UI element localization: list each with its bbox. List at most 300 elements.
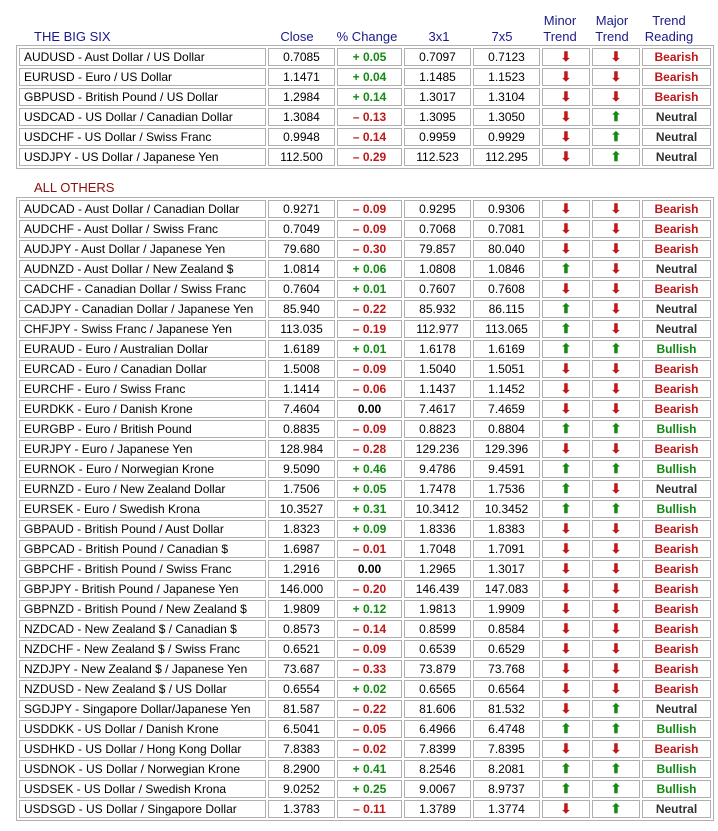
avg-7x5-cell: 0.9929: [473, 128, 540, 146]
down-arrow-icon: ⬇: [560, 109, 572, 124]
pair-name-cell: EURDKK - Euro / Danish Krone: [19, 400, 266, 418]
change-cell: – 0.01: [337, 540, 402, 558]
table-row: [19, 680, 711, 698]
major-trend-cell: [592, 720, 640, 738]
minor-trend-cell: [542, 500, 590, 518]
minor-trend-cell: [542, 540, 590, 558]
major-trend-cell: [592, 300, 640, 318]
avg-3x1-cell: 0.7097: [404, 48, 471, 66]
table-row: [19, 420, 711, 438]
change-cell: + 0.31: [337, 500, 402, 518]
down-arrow-icon: ⬇: [560, 361, 572, 376]
major-trend-cell: [592, 148, 640, 166]
down-arrow-icon: ⬇: [610, 741, 622, 756]
major-trend-cell: [592, 320, 640, 338]
down-arrow-icon: ⬇: [610, 661, 622, 676]
avg-3x1-cell: 8.2546: [404, 760, 471, 778]
down-arrow-icon: ⬇: [560, 441, 572, 456]
down-arrow-icon: ⬇: [610, 681, 622, 696]
header-minor-line2: Trend: [543, 29, 577, 44]
avg-7x5-cell: 6.4748: [473, 720, 540, 738]
avg-7x5-cell: 1.3104: [473, 88, 540, 106]
avg-3x1-cell: 6.4966: [404, 720, 471, 738]
close-cell: 73.687: [268, 660, 335, 678]
minor-trend-cell: [542, 660, 590, 678]
minor-trend-cell: [542, 320, 590, 338]
pair-name-cell: NZDCHF - New Zealand $ / Swiss Franc: [19, 640, 266, 658]
pair-name-cell: AUDNZD - Aust Dollar / New Zealand $: [19, 260, 266, 278]
change-cell: – 0.09: [337, 640, 402, 658]
big-six-table: [16, 45, 714, 169]
down-arrow-icon: ⬇: [560, 741, 572, 756]
pair-name-cell: EURCHF - Euro / Swiss Franc: [19, 380, 266, 398]
close-cell: 112.500: [268, 148, 335, 166]
up-arrow-icon: ⬆: [610, 781, 622, 796]
table-row: [19, 740, 711, 758]
avg-7x5-cell: 1.1523: [473, 68, 540, 86]
down-arrow-icon: ⬇: [610, 301, 622, 316]
close-cell: 0.7604: [268, 280, 335, 298]
avg-3x1-cell: 1.7048: [404, 540, 471, 558]
close-cell: 0.7049: [268, 220, 335, 238]
minor-trend-cell: [542, 440, 590, 458]
avg-3x1-cell: 0.7068: [404, 220, 471, 238]
avg-7x5-cell: 86.115: [473, 300, 540, 318]
trend-reading-cell: Bearish: [642, 620, 711, 638]
down-arrow-icon: ⬇: [560, 221, 572, 236]
major-trend-cell: [592, 88, 640, 106]
down-arrow-icon: ⬇: [560, 49, 572, 64]
minor-trend-cell: [542, 200, 590, 218]
up-arrow-icon: ⬆: [560, 461, 572, 476]
avg-3x1-cell: 9.4786: [404, 460, 471, 478]
pair-name-cell: GBPCHF - British Pound / Swiss Franc: [19, 560, 266, 578]
table-row: [19, 148, 711, 166]
up-arrow-icon: ⬆: [560, 421, 572, 436]
pair-name-cell: USDJPY - US Dollar / Japanese Yen: [19, 148, 266, 166]
trend-reading-cell: Neutral: [642, 128, 711, 146]
down-arrow-icon: ⬇: [560, 601, 572, 616]
table-row: [19, 220, 711, 238]
change-cell: – 0.13: [337, 108, 402, 126]
pair-name-cell: EURUSD - Euro / US Dollar: [19, 68, 266, 86]
minor-trend-cell: [542, 68, 590, 86]
minor-trend-cell: [542, 580, 590, 598]
down-arrow-icon: ⬇: [560, 521, 572, 536]
avg-7x5-cell: 112.295: [473, 148, 540, 166]
major-trend-cell: [592, 520, 640, 538]
minor-trend-cell: [542, 240, 590, 258]
header-major-trend: [589, 13, 635, 45]
table-row: [19, 800, 711, 818]
trend-reading-cell: Neutral: [642, 148, 711, 166]
trend-reading-cell: Bearish: [642, 200, 711, 218]
avg-3x1-cell: 1.3789: [404, 800, 471, 818]
trend-reading-cell: Bearish: [642, 400, 711, 418]
major-trend-cell: [592, 400, 640, 418]
minor-trend-cell: [542, 720, 590, 738]
down-arrow-icon: ⬇: [610, 441, 622, 456]
close-cell: 1.1471: [268, 68, 335, 86]
major-trend-cell: [592, 108, 640, 126]
down-arrow-icon: ⬇: [610, 221, 622, 236]
down-arrow-icon: ⬇: [560, 401, 572, 416]
up-arrow-icon: ⬆: [610, 461, 622, 476]
major-trend-cell: [592, 128, 640, 146]
avg-3x1-cell: 112.523: [404, 148, 471, 166]
trend-reading-cell: Bearish: [642, 68, 711, 86]
avg-3x1-cell: 1.7478: [404, 480, 471, 498]
table-row: [19, 280, 711, 298]
trend-reading-cell: Bearish: [642, 600, 711, 618]
minor-trend-cell: [542, 128, 590, 146]
table-row: [19, 340, 711, 358]
trend-reading-cell: Bearish: [642, 640, 711, 658]
change-cell: + 0.06: [337, 260, 402, 278]
minor-trend-cell: [542, 680, 590, 698]
down-arrow-icon: ⬇: [610, 321, 622, 336]
trend-reading-cell: Bearish: [642, 380, 711, 398]
down-arrow-icon: ⬇: [610, 561, 622, 576]
major-trend-cell: [592, 460, 640, 478]
major-trend-cell: [592, 48, 640, 66]
change-cell: + 0.05: [337, 48, 402, 66]
avg-3x1-cell: 1.2965: [404, 560, 471, 578]
table-row: [19, 540, 711, 558]
minor-trend-cell: [542, 260, 590, 278]
change-cell: + 0.05: [337, 480, 402, 498]
trend-reading-cell: Neutral: [642, 320, 711, 338]
avg-7x5-cell: 1.6169: [473, 340, 540, 358]
major-trend-cell: [592, 700, 640, 718]
pair-name-cell: AUDJPY - Aust Dollar / Japanese Yen: [19, 240, 266, 258]
avg-3x1-cell: 1.1437: [404, 380, 471, 398]
minor-trend-cell: [542, 380, 590, 398]
major-trend-cell: [592, 660, 640, 678]
avg-7x5-cell: 0.8804: [473, 420, 540, 438]
close-cell: 1.6987: [268, 540, 335, 558]
major-trend-cell: [592, 780, 640, 798]
table-row: [19, 600, 711, 618]
avg-3x1-cell: 79.857: [404, 240, 471, 258]
avg-7x5-cell: 1.8383: [473, 520, 540, 538]
close-cell: 1.7506: [268, 480, 335, 498]
change-cell: 0.00: [337, 400, 402, 418]
trend-reading-cell: Bullish: [642, 780, 711, 798]
trend-reading-cell: Bullish: [642, 340, 711, 358]
avg-3x1-cell: 85.932: [404, 300, 471, 318]
table-row: [19, 700, 711, 718]
minor-trend-cell: [542, 280, 590, 298]
down-arrow-icon: ⬇: [610, 69, 622, 84]
change-cell: – 0.20: [337, 580, 402, 598]
change-cell: – 0.29: [337, 148, 402, 166]
pair-name-cell: GBPJPY - British Pound / Japanese Yen: [19, 580, 266, 598]
avg-7x5-cell: 1.3017: [473, 560, 540, 578]
minor-trend-cell: [542, 620, 590, 638]
avg-7x5-cell: 0.7608: [473, 280, 540, 298]
close-cell: 1.6189: [268, 340, 335, 358]
down-arrow-icon: ⬇: [560, 149, 572, 164]
close-cell: 81.587: [268, 700, 335, 718]
avg-7x5-cell: 129.396: [473, 440, 540, 458]
table-row: [19, 580, 711, 598]
up-arrow-icon: ⬆: [560, 761, 572, 776]
major-trend-cell: [592, 220, 640, 238]
minor-trend-cell: [542, 220, 590, 238]
avg-3x1-cell: 10.3412: [404, 500, 471, 518]
close-cell: 0.6521: [268, 640, 335, 658]
minor-trend-cell: [542, 460, 590, 478]
up-arrow-icon: ⬆: [610, 501, 622, 516]
close-cell: 1.9809: [268, 600, 335, 618]
pair-name-cell: NZDJPY - New Zealand $ / Japanese Yen: [19, 660, 266, 678]
down-arrow-icon: ⬇: [560, 681, 572, 696]
avg-3x1-cell: 0.8599: [404, 620, 471, 638]
avg-3x1-cell: 1.3017: [404, 88, 471, 106]
down-arrow-icon: ⬇: [560, 381, 572, 396]
trend-reading-cell: Bullish: [642, 500, 711, 518]
pair-name-cell: EURJPY - Euro / Japanese Yen: [19, 440, 266, 458]
avg-3x1-cell: 0.6539: [404, 640, 471, 658]
avg-7x5-cell: 1.7536: [473, 480, 540, 498]
pair-name-cell: AUDCAD - Aust Dollar / Canadian Dollar: [19, 200, 266, 218]
close-cell: 0.8573: [268, 620, 335, 638]
major-trend-cell: [592, 360, 640, 378]
minor-trend-cell: [542, 760, 590, 778]
close-cell: 146.000: [268, 580, 335, 598]
minor-trend-cell: [542, 700, 590, 718]
table-row: [19, 88, 711, 106]
down-arrow-icon: ⬇: [560, 621, 572, 636]
change-cell: + 0.25: [337, 780, 402, 798]
major-trend-cell: [592, 540, 640, 558]
minor-trend-cell: [542, 340, 590, 358]
close-cell: 0.7085: [268, 48, 335, 66]
change-cell: + 0.01: [337, 280, 402, 298]
header-minor-trend: [537, 13, 583, 45]
avg-7x5-cell: 7.8395: [473, 740, 540, 758]
up-arrow-icon: ⬆: [560, 721, 572, 736]
pair-name-cell: GBPCAD - British Pound / Canadian $: [19, 540, 266, 558]
up-arrow-icon: ⬆: [560, 481, 572, 496]
avg-3x1-cell: 7.8399: [404, 740, 471, 758]
avg-3x1-cell: 1.3095: [404, 108, 471, 126]
change-cell: + 0.04: [337, 68, 402, 86]
table-row: [19, 128, 711, 146]
up-arrow-icon: ⬆: [560, 501, 572, 516]
major-trend-cell: [592, 420, 640, 438]
pair-name-cell: AUDCHF - Aust Dollar / Swiss Franc: [19, 220, 266, 238]
down-arrow-icon: ⬇: [610, 641, 622, 656]
down-arrow-icon: ⬇: [560, 581, 572, 596]
major-trend-cell: [592, 200, 640, 218]
up-arrow-icon: ⬆: [610, 421, 622, 436]
trend-reading-cell: Bearish: [642, 280, 711, 298]
avg-7x5-cell: 113.065: [473, 320, 540, 338]
avg-3x1-cell: 1.9813: [404, 600, 471, 618]
change-cell: – 0.09: [337, 220, 402, 238]
avg-3x1-cell: 7.4617: [404, 400, 471, 418]
change-cell: – 0.11: [337, 800, 402, 818]
avg-7x5-cell: 9.4591: [473, 460, 540, 478]
table-row: [19, 720, 711, 738]
trend-reading-cell: Bearish: [642, 360, 711, 378]
major-trend-cell: [592, 500, 640, 518]
change-cell: – 0.19: [337, 320, 402, 338]
down-arrow-icon: ⬇: [610, 89, 622, 104]
down-arrow-icon: ⬇: [610, 281, 622, 296]
up-arrow-icon: ⬆: [560, 321, 572, 336]
pair-name-cell: USDSGD - US Dollar / Singapore Dollar: [19, 800, 266, 818]
close-cell: 0.9948: [268, 128, 335, 146]
close-cell: 1.2916: [268, 560, 335, 578]
down-arrow-icon: ⬇: [560, 661, 572, 676]
avg-3x1-cell: 1.8336: [404, 520, 471, 538]
change-cell: – 0.02: [337, 740, 402, 758]
major-trend-cell: [592, 620, 640, 638]
change-cell: + 0.09: [337, 520, 402, 538]
avg-3x1-cell: 0.9295: [404, 200, 471, 218]
avg-3x1-cell: 129.236: [404, 440, 471, 458]
table-row: [19, 440, 711, 458]
table-header: [0, 0, 718, 45]
down-arrow-icon: ⬇: [560, 641, 572, 656]
header-trend-line1: Trend: [652, 13, 686, 28]
header-3x1: 3x1: [428, 29, 450, 44]
minor-trend-cell: [542, 480, 590, 498]
up-arrow-icon: ⬆: [610, 149, 622, 164]
close-cell: 1.1414: [268, 380, 335, 398]
minor-trend-cell: [542, 800, 590, 818]
minor-trend-cell: [542, 520, 590, 538]
pair-name-cell: CHFJPY - Swiss Franc / Japanese Yen: [19, 320, 266, 338]
all-others-table: [16, 197, 714, 821]
table-row: [19, 520, 711, 538]
close-cell: 10.3527: [268, 500, 335, 518]
avg-7x5-cell: 0.6529: [473, 640, 540, 658]
up-arrow-icon: ⬆: [610, 721, 622, 736]
trend-reading-cell: Neutral: [642, 800, 711, 818]
avg-7x5-cell: 1.5051: [473, 360, 540, 378]
down-arrow-icon: ⬇: [610, 201, 622, 216]
pair-name-cell: USDSEK - US Dollar / Swedish Krona: [19, 780, 266, 798]
table-row: [19, 660, 711, 678]
down-arrow-icon: ⬇: [560, 129, 572, 144]
up-arrow-icon: ⬆: [610, 341, 622, 356]
minor-trend-cell: [542, 560, 590, 578]
minor-trend-cell: [542, 780, 590, 798]
change-cell: + 0.41: [337, 760, 402, 778]
major-trend-cell: [592, 580, 640, 598]
pair-name-cell: EURGBP - Euro / British Pound: [19, 420, 266, 438]
table-row: [19, 68, 711, 86]
major-trend-cell: [592, 560, 640, 578]
pair-name-cell: CADCHF - Canadian Dollar / Swiss Franc: [19, 280, 266, 298]
pair-name-cell: USDCHF - US Dollar / Swiss Franc: [19, 128, 266, 146]
pair-name-cell: CADJPY - Canadian Dollar / Japanese Yen: [19, 300, 266, 318]
trend-reading-cell: Neutral: [642, 108, 711, 126]
pair-name-cell: NZDUSD - New Zealand $ / US Dollar: [19, 680, 266, 698]
close-cell: 1.5008: [268, 360, 335, 378]
major-trend-cell: [592, 760, 640, 778]
change-cell: – 0.09: [337, 200, 402, 218]
avg-3x1-cell: 0.7607: [404, 280, 471, 298]
close-cell: 8.2900: [268, 760, 335, 778]
close-cell: 7.4604: [268, 400, 335, 418]
avg-7x5-cell: 8.2081: [473, 760, 540, 778]
close-cell: 113.035: [268, 320, 335, 338]
pair-name-cell: NZDCAD - New Zealand $ / Canadian $: [19, 620, 266, 638]
down-arrow-icon: ⬇: [610, 521, 622, 536]
close-cell: 1.0814: [268, 260, 335, 278]
minor-trend-cell: [542, 48, 590, 66]
close-cell: 1.2984: [268, 88, 335, 106]
avg-7x5-cell: 0.6564: [473, 680, 540, 698]
avg-3x1-cell: 73.879: [404, 660, 471, 678]
table-row: [19, 460, 711, 478]
pair-name-cell: USDCAD - US Dollar / Canadian Dollar: [19, 108, 266, 126]
minor-trend-cell: [542, 640, 590, 658]
avg-7x5-cell: 0.8584: [473, 620, 540, 638]
table-row: [19, 640, 711, 658]
down-arrow-icon: ⬇: [610, 241, 622, 256]
trend-reading-cell: Bullish: [642, 720, 711, 738]
major-trend-cell: [592, 440, 640, 458]
down-arrow-icon: ⬇: [560, 241, 572, 256]
down-arrow-icon: ⬇: [560, 281, 572, 296]
trend-reading-cell: Neutral: [642, 260, 711, 278]
section-divider: [0, 169, 718, 197]
header-close: Close: [280, 29, 314, 44]
avg-7x5-cell: 1.1452: [473, 380, 540, 398]
down-arrow-icon: ⬇: [560, 201, 572, 216]
minor-trend-cell: [542, 360, 590, 378]
minor-trend-cell: [542, 300, 590, 318]
trend-reading-cell: Bullish: [642, 420, 711, 438]
table-row: [19, 500, 711, 518]
avg-3x1-cell: 9.0067: [404, 780, 471, 798]
down-arrow-icon: ⬇: [560, 561, 572, 576]
trend-reading-cell: Bearish: [642, 520, 711, 538]
close-cell: 6.5041: [268, 720, 335, 738]
change-cell: – 0.28: [337, 440, 402, 458]
pair-name-cell: EURNZD - Euro / New Zealand Dollar: [19, 480, 266, 498]
close-cell: 1.8323: [268, 520, 335, 538]
major-trend-cell: [592, 260, 640, 278]
avg-7x5-cell: 81.532: [473, 700, 540, 718]
close-cell: 128.984: [268, 440, 335, 458]
change-cell: – 0.30: [337, 240, 402, 258]
header-trend-line2: Reading: [644, 29, 694, 44]
down-arrow-icon: ⬇: [610, 481, 622, 496]
avg-3x1-cell: 112.977: [404, 320, 471, 338]
major-trend-cell: [592, 240, 640, 258]
header-major-line1: Major: [595, 13, 629, 28]
header-change: % Change: [336, 29, 398, 44]
avg-3x1-cell: 81.606: [404, 700, 471, 718]
down-arrow-icon: ⬇: [610, 601, 622, 616]
avg-7x5-cell: 0.7123: [473, 48, 540, 66]
minor-trend-cell: [542, 108, 590, 126]
avg-7x5-cell: 1.3774: [473, 800, 540, 818]
trend-reading-cell: Bearish: [642, 740, 711, 758]
minor-trend-cell: [542, 400, 590, 418]
major-trend-cell: [592, 280, 640, 298]
trend-reading-cell: Neutral: [642, 300, 711, 318]
trend-reading-cell: Bearish: [642, 440, 711, 458]
trend-reading-cell: Neutral: [642, 480, 711, 498]
